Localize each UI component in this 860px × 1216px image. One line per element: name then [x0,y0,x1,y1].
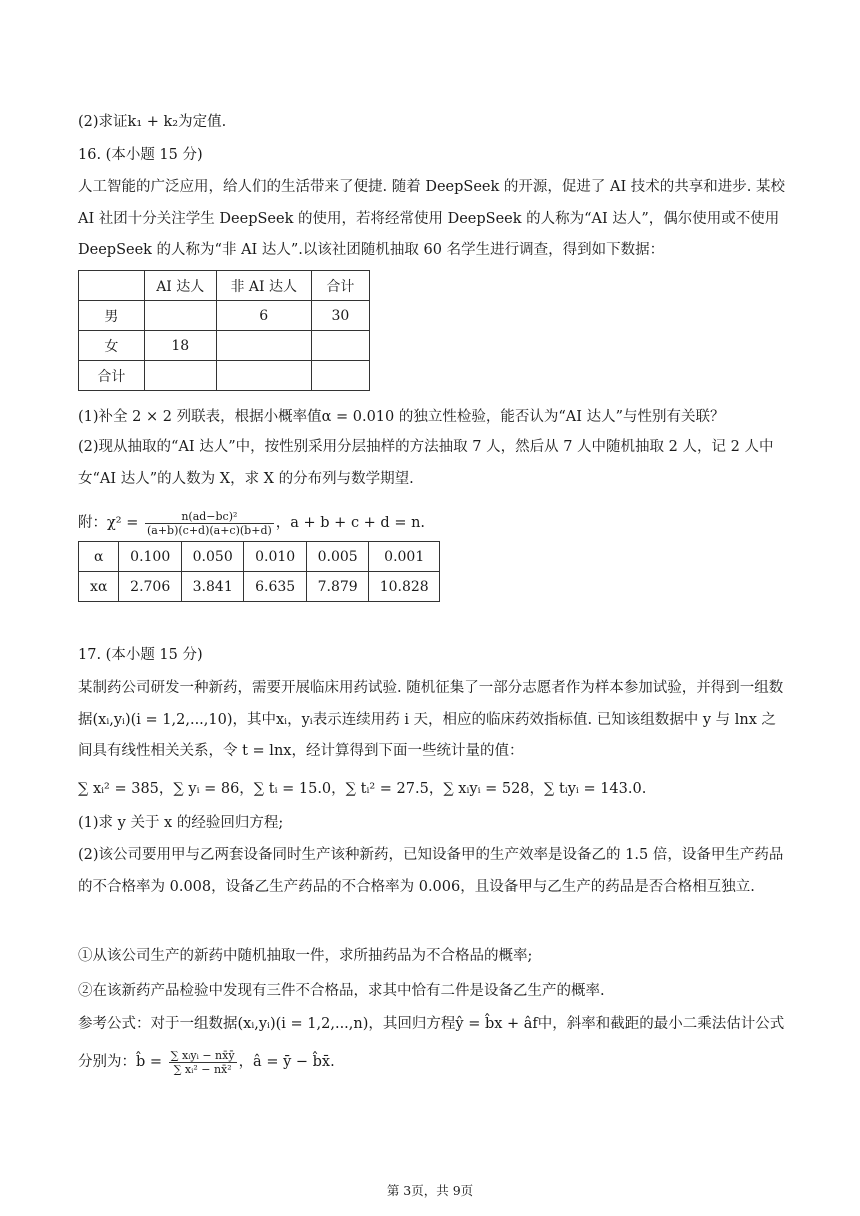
table-cell [144,361,216,391]
table-cell [144,301,216,331]
table-cell: 6 [216,301,311,331]
table-row [79,301,370,331]
table-cell: AI 达人 [144,271,216,301]
reference-estimates [78,1047,335,1077]
table-row [79,572,440,602]
chi-square-fraction [145,510,274,537]
table-cell: 0.050 [181,542,243,572]
table-cell: 女 [79,331,145,361]
q17-part2: (2)该公司要用甲与乙两套设备同时生产该种新药，已知设备甲的生产效率是设备乙的 1.5 倍，设备甲生产药品的不合格率为 0.008，设备乙生产药品的不合格率为 0.006，且设备甲与乙生产的药品是否合格相互独立. [78,847,784,895]
table-cell: 0.100 [119,542,181,572]
table-cell: 0.005 [306,542,368,572]
table-row [79,331,370,361]
q16-part1: (1)补全 2 × 2 列联表，根据小概率值α = 0.010 的独立性检验，能否认为“AI 达人”与性别有关联？ [78,409,725,425]
table-cell: 10.828 [369,572,440,602]
slope-fraction [169,1049,237,1076]
reference-formula: 参考公式：对于一组数据(xᵢ,yᵢ)(i = 1,2,...,n)，其回归方程ŷ = b̂x + âf中，斜率和截距的最小二乘法估计公式 [78,1016,785,1032]
table-cell [216,331,311,361]
table-cell [216,361,311,391]
table-cell: 3.841 [181,572,243,602]
table-cell: 30 [311,301,369,331]
q17-part1: (1)求 y 关于 x 的经验回归方程; [78,815,284,831]
q16-header: 16. (本小题 15 分) [78,147,203,163]
contingency-table [78,270,370,391]
fraction-denominator: (a+b)(c+d)(a+c)(b+d) [146,523,272,537]
table-cell: α [79,542,119,572]
fraction-denominator: ∑ xᵢ² − nx̄² [173,1062,232,1076]
table-cell: 2.706 [119,572,181,602]
table-row [79,542,440,572]
table-cell: xα [79,572,119,602]
appendix-tail: ，a + b + c + d = n. [275,515,426,531]
table-cell: 合计 [311,271,369,301]
table-cell: 合计 [79,361,145,391]
table-row [79,361,370,391]
critical-value-table [78,541,440,602]
q17-sub2: ②在该新药产品检验中发现有三件不合格品，求其中恰有二件是设备乙生产的概率. [78,983,605,999]
page-footer: 第 3页，共 9页 [386,1183,474,1198]
table-cell [311,331,369,361]
appendix-label: 附：χ² = [78,515,143,531]
q16-part2: (2)现从抽取的“AI 达人”中，按性别采用分层抽样的方法抽取 7 人，然后从 7 人中随机抽取 2 人，记 2 人中女“AI 达人”的人数为 X，求 X 的分布列与数学期望. [78,439,774,487]
q17-header: 17. (本小题 15 分) [78,647,203,663]
table-row [79,271,370,301]
table-cell: 男 [79,301,145,331]
q17-sums: ∑ xᵢ² = 385，∑ yᵢ = 86，∑ tᵢ = 15.0，∑ tᵢ² = 27.5，∑ xᵢyᵢ = 528，∑ tᵢyᵢ = 143.0. [78,781,647,797]
table-cell: 7.879 [306,572,368,602]
table-cell: 18 [144,331,216,361]
fraction-numerator: n(ad−bc)² [145,510,274,524]
q16-intro: 人工智能的广泛应用，给人们的生活带来了便捷. 随着 DeepSeek 的开源，促进了 AI 技术的共享和进步. 某校 AI 社团十分关注学生 DeepSeek 的使用，若将经常使用 DeepSeek 的人称为“AI 达人”，偶尔使用或不使用 DeepSeek 的人称为“非 AI 达人”.以该社团随机抽取 60 名学生进行调查，得到如下数据： [78,179,790,258]
table-cell [79,271,145,301]
q15-part2: (2)求证k₁ + k₂为定值. [78,114,227,130]
ref-label: 分别为：b̂ = [78,1054,167,1070]
table-cell: 6.635 [244,572,306,602]
q17-sub1: ①从该公司生产的新药中随机抽取一件，求所抽药品为不合格品的概率; [78,948,533,964]
table-cell [311,361,369,391]
table-cell: 0.001 [369,542,440,572]
q17-intro: 某制药公司研发一种新药，需要开展临床用药试验. 随机征集了一部分志愿者作为样本参加试验，并得到一组数据(xᵢ,yᵢ)(i = 1,2,...,10)，其中xᵢ，yᵢ表示连续用药 i 天，相应的临床药效指标值. 已知该组数据中 y 与 lnx 之间具有线性相关关系，令 t = lnx，经计算得到下面一些统计量的值： [78,680,784,759]
table-cell: 非 AI 达人 [216,271,311,301]
fraction-numerator: ∑ xᵢyᵢ − nx̄ȳ [170,1048,235,1062]
table-cell: 0.010 [244,542,306,572]
appendix-formula [78,508,425,538]
ref-tail: ，â = ȳ − b̂x̄. [238,1054,335,1070]
